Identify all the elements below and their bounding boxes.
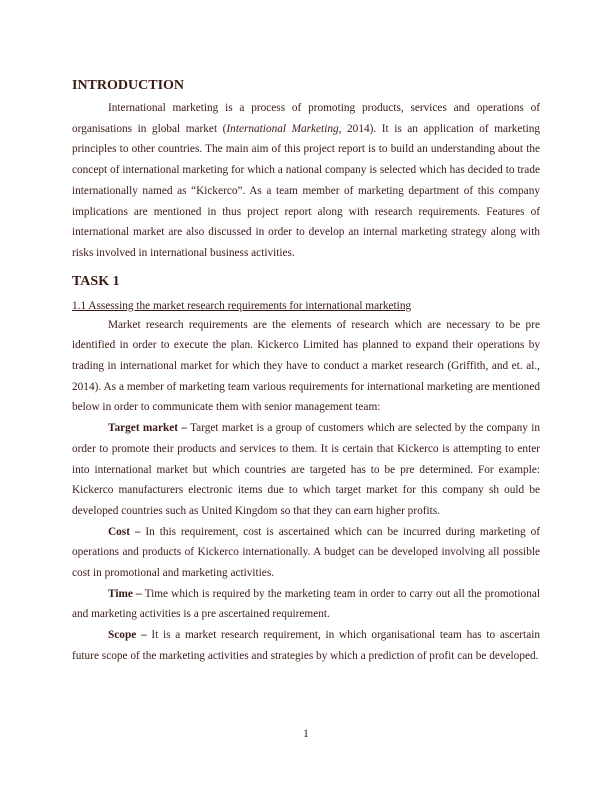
intro-citation: International Marketing, [226,122,342,135]
requirement-term: Scope – [108,629,147,642]
page-content [72,76,540,667]
requirement-text: In this requirement, cost is ascertained which can be incurred during marketing of operations and products of Kickerco internationally. A budget can be developed involving all possible cost in promotional and marketing activities. [72,525,540,580]
requirement-cost [72,522,540,584]
requirement-text: It is a market research requirement, in which organisational team has to ascertain future scope of the marketing activities and strategies by which a prediction of profit can be developed. [72,629,541,662]
task1-intro-paragraph: Market research requirements are the elements of research which are necessary to be pre identified in order to execute the plan. Kickerco Limited has planned to expand their operations by trading in international market for which they have to conduct a market research (Griffith, and et. al., 2014). As a member of marketing team various requirements for international marketing are mentioned below in order to communicate them with senior management team: [72,318,540,414]
intro-text-part2: 2014). It is an application of marketing principles to other countries. The main aim of this project report is to build an understanding about the concept of international marketing for which a national company is selected which has decided to trade internationally named as “Kickerco”. As a team member of marketing department of this company implications are mentioned in thus project report along with research requirements. Features of international market are also discussed in order to develop an internal marketing strategy along with risks involved in international business activities. [72,122,541,259]
requirement-term: Cost – [108,525,141,538]
requirement-target-market [72,418,540,522]
intro-text-part1: International marketing is a process of promoting products, services and operations of organisations in global market ( [72,102,540,135]
introduction-paragraph [72,98,540,264]
requirement-scope [72,625,540,666]
introduction-heading: INTRODUCTION [72,78,185,93]
task1-heading: TASK 1 [72,273,120,289]
task1-subheading: 1.1 Assessing the market research requirements for international marketing [72,299,412,312]
requirement-time [72,584,540,625]
requirement-term: Time – [108,587,142,600]
requirement-term: Target market – [108,422,187,435]
requirement-text: Time which is required by the marketing team in order to carry out all the promotional and marketing activities is a pre ascertained requirement. [72,587,541,621]
page-number: 1 [303,728,309,740]
requirement-text: Target market is a group of customers which are selected by the company in order to promote their products and services to them. It is certain that Kickerco is attempting to enter into international market but which countries are targeted has to be pre determined. For example: Kickerco manufacturers electronic items due to which target market for this company sh ould be developed countries such as United Kingdom so that they can earn higher profits. [72,422,541,517]
